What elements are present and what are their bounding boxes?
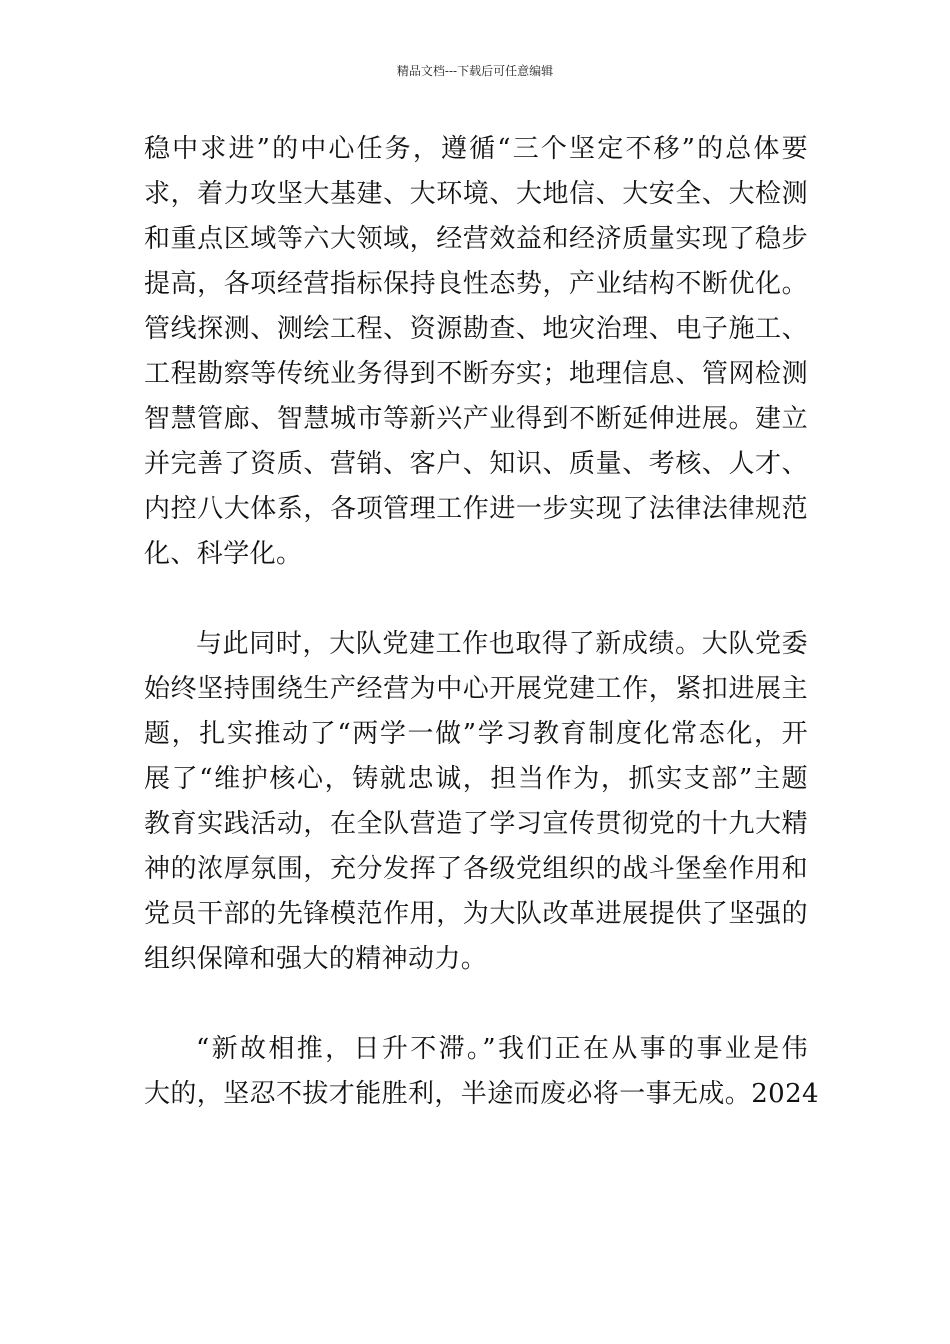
text-line: “新故相推，日升不滞。”我们正在从事的事业是伟 <box>196 1034 808 1064</box>
text-line: 求，着力攻坚大基建、大环境、大地信、大安全、大检测 <box>144 179 808 209</box>
document-body <box>144 127 819 1117</box>
text-line: 和重点区域等六大领域，经营效益和经济质量实现了稳步 <box>144 224 808 254</box>
text-line: 内控八大体系，各项管理工作进一步实现了法律法律规范 <box>144 494 808 524</box>
text-line: 管线探测、测绘工程、资源勘查、地灾治理、电子施工、 <box>144 314 808 344</box>
page-header: 精品文档---下载后可任意编辑 <box>396 64 554 78</box>
text-line: 大的，坚忍不拔才能胜利，半途而废必将一事无成。2024 <box>144 1079 819 1109</box>
text-line: 与此同时，大队党建工作也取得了新成绩。大队党委 <box>196 629 808 659</box>
text-line: 工程勘察等传统业务得到不断夯实；地理信息、管网检测 <box>144 359 808 389</box>
text-line: 稳中求进”的中心任务，遵循“三个坚定不移”的总体要 <box>144 134 808 164</box>
paragraph-3 <box>144 1027 819 1117</box>
text-line: 智慧管廊、智慧城市等新兴产业得到不断延伸进展。建立 <box>144 404 808 434</box>
text-line: 党员干部的先锋模范作用，为大队改革进展提供了坚强的 <box>144 899 808 929</box>
text-line: 化、科学化。 <box>144 539 303 569</box>
text-line: 神的浓厚氛围，充分发挥了各级党组织的战斗堡垒作用和 <box>144 854 808 884</box>
text-line: 展了“维护核心，铸就忠诚，担当作为，抓实支部”主题 <box>144 764 808 794</box>
text-line: 题，扎实推动了“两学一做”学习教育制度化常态化，开 <box>144 719 808 749</box>
paragraph-2 <box>144 622 808 982</box>
text-line: 始终坚持围绕生产经营为中心开展党建工作，紧扣进展主 <box>144 674 808 704</box>
text-line: 教育实践活动，在全队营造了学习宣传贯彻党的十九大精 <box>144 809 808 839</box>
paragraph-1 <box>144 127 808 577</box>
text-line: 组织保障和强大的精神动力。 <box>144 944 488 974</box>
text-line: 提高，各项经营指标保持良性态势，产业结构不断优化。 <box>144 269 808 299</box>
text-line: 并完善了资质、营销、客户、知识、质量、考核、人才、 <box>144 449 808 479</box>
